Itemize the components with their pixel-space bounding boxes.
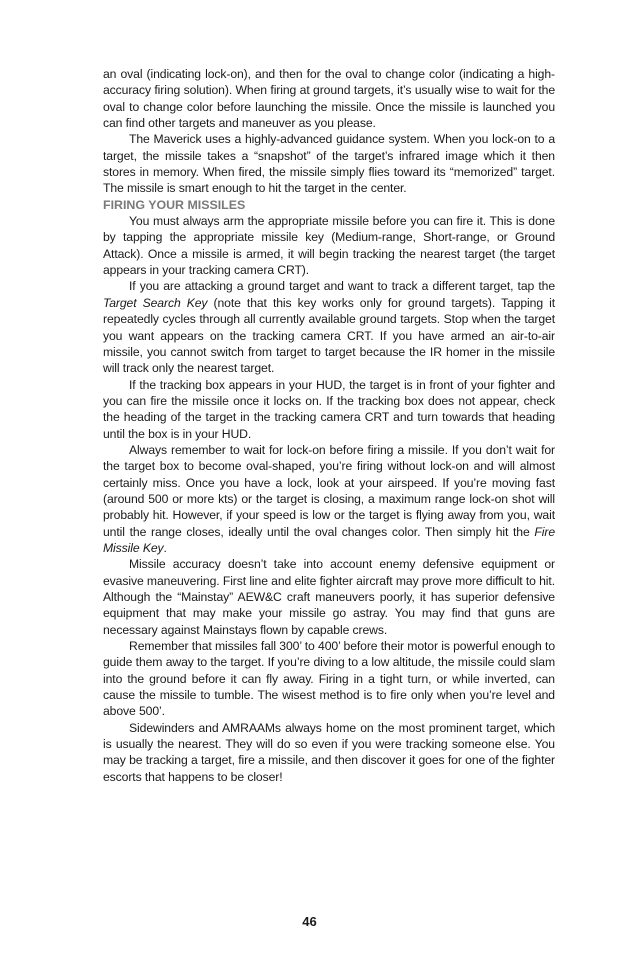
text-run: If the tracking box appears in your HUD, the target is in front of your fighter and you can fire the missile once it locks on. If the tracking box does not appear, check the heading of the target in the tracking camera CRT and turn towards that heading until the box is in your HUD. <box>103 377 555 441</box>
paragraph-p9 <box>103 720 555 785</box>
text-run: Sidewinders and AMRAAMs always home on the most prominent target, which is usually the nearest. They will do so even if you were tracking someone else. You may be tracking a target, fire a missile, and then discover it goes for one of the fighter escorts that happens to be closer! <box>103 720 555 784</box>
text-run: If you are attacking a ground target and want to track a different target, tap the <box>129 279 555 294</box>
text-run: FIRING YOUR MISSILES <box>103 197 246 212</box>
page-number: 46 <box>302 914 317 929</box>
paragraph-p5 <box>103 377 555 442</box>
paragraph-p6 <box>103 442 555 556</box>
paragraph-p3 <box>103 213 555 278</box>
paragraph-p1 <box>103 66 555 131</box>
text-run: (note that this key works only for ground targets). Tapping it repeatedly cycles through all currently available ground targets. Stop when the target you want appears on the tracking camera CRT. If you have armed an air-to-air missile, you cannot switch from target to target because the IR homer in the missile will track only the nearest target. <box>103 295 556 376</box>
text-run: . <box>163 540 167 555</box>
paragraph-p7 <box>103 556 555 638</box>
text-run: an oval (indicating lock-on), and then for the oval to change color (indicating a high-accuracy firing solution). When firing at ground targets, it’s usually wise to wait for the oval to change color before launching the missile. Once the missile is launched you can find other targets and maneuver as you please. <box>103 67 555 131</box>
paragraph-p2 <box>103 131 555 196</box>
body-text <box>103 66 555 785</box>
paragraph-p4 <box>103 278 555 376</box>
text-run: Always remember to wait for lock-on before firing a missile. If you don’t wait for the target box to become oval-shaped, you’re firing without lock-on and will almost certainly miss. Once you have a lock, look at your airspeed. If you’re moving fast (around 500 or more kts) or the target is closing, a maximum range lock-on shot will probably hit. However, if your speed is low or the target is flying away from you, wait until the range closes, ideally until the oval changes color. Then simply hit the <box>103 442 555 539</box>
text-run: You must always arm the appropriate missile before you can fire it. This is done by tapping the appropriate missile key (Medium-range, Short-range, or Ground Attack). Once a missile is armed, it will begin tracking the nearest target (the target appears in your tracking camera CRT). <box>103 214 555 278</box>
key-name: Fire Missile Key <box>103 524 555 555</box>
text-run: Remember that missiles fall 300’ to 400’ before their motor is powerful enough to guide them away to the target. If you’re diving to a low altitude, the missile could slam into the ground before it can fly away. Firing in a tight turn, or while inverted, can cause the missile to tumble. The wisest method is to fire only when you’re level and above 500’. <box>103 639 555 719</box>
text-run: The Maverick uses a highly-advanced guidance system. When you lock-on to a target, the missile takes a “snapshot” of the target’s infrared image which it then stores in memory. When fired, the missile simply flies toward its “memorized” target. The missile is smart enough to hit the target in the center. <box>103 132 555 196</box>
section-heading <box>103 197 555 213</box>
paragraph-p8 <box>103 638 555 720</box>
key-name: Target Search Key <box>103 295 208 310</box>
text-run: Missile accuracy doesn’t take into account enemy defensive equipment or evasive maneuvering. First line and elite fighter aircraft may prove more difficult to hit. Although the “Mainstay” AEW&C craft maneuvers poorly, it has superior defensive equipment that may make your missile go astray. You may find that guns are necessary against Mainstays flown by capable crews. <box>103 557 555 637</box>
